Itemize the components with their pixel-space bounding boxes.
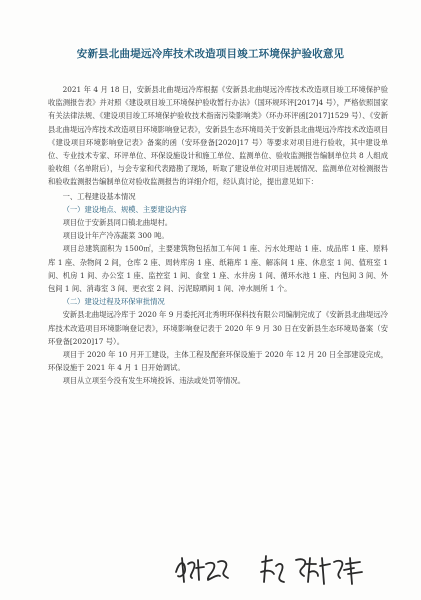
handwritten-signature-2 bbox=[258, 552, 368, 588]
signature-area bbox=[0, 548, 421, 596]
subsection-heading-approval: （二）建设过程及环保审批情况 bbox=[62, 297, 165, 307]
approval-paragraph: 安新县北曲堤远冷库于 2020 年 9 月委托河北秀明环保科技有限公司编制完成了《安新县北曲堤远冷库技术改造项目环境影响登记表》，环境影响登记表于 2020 年 9 月 30 日在安新县生态环境局备案（安环登备[2020]17 号）。 bbox=[48, 310, 388, 346]
section-heading-1: 一、工程建设基本情况 bbox=[62, 191, 136, 201]
buildings-paragraph: 项目总建筑面积为 1500㎡，主要建筑物包括加工车间 1 座、污水处理站 1 座、成品库 1 座、原料库 1 座、杂物间 2 间，仓库 2 座、周转库房 1 座、纸箱库 1 座、解冻间 1 座、休息室 1 间、值班室 1 间、机房 1 间、办公室 1 座、监控室 1 间、食堂 1 座、水井房 1 间、循环水池 1 座、内包间 3 间、外包间 1 间、消毒室 3 间、更衣室 2 间、污泥晾晒间 1 间、冲水厕所 1 个。 bbox=[48, 244, 388, 294]
subsection-heading-location: （一）建设地点、规模、主要建设内容 bbox=[62, 204, 187, 214]
complaints-paragraph: 项目从立项至今没有发生环境投诉、违法或处罚等情况。 bbox=[62, 376, 246, 386]
construction-paragraph: 项目于 2020 年 10 月开工建设，主体工程及配套环保设施于 2020 年 12 月 20 日全部建设完成，环保设施于 2021 年 4 月 1 日开始调试。 bbox=[48, 350, 388, 373]
document-title: 安新县北曲堤远冷库技术改造项目竣工环境保护验收意见 bbox=[76, 48, 345, 60]
document-body bbox=[48, 83, 388, 388]
capacity-paragraph: 项目设计年产冷冻蔬菜 300 吨。 bbox=[62, 231, 169, 241]
intro-paragraph: 2021 年 4 月 18 日，安新县北曲堤远冷库根据《安新县北曲堤远冷库技术改造项目竣工环境保护验收监测报告表》并对照《建设项目竣工环境保护验收暂行办法》（国环规环评[2017]4 号），严格依照国家有关法律法规、《建设项目竣工环境保护验收技术指南污染影响类》（环办环评函[2017]1529 号）、《安新县北曲堤远冷库技术改造项目环境影响登记表》，安新县生态环境局关于安新县北曲堤远冷库技术改造项目《建设项目环境影响登记表》备案的函（安环登备[2020]17 号）等要求对项目进行验收，其中建设单位、专业技术专家、环评单位、环保设施设计和施工单位、监测单位、验收监测报告编制单位共 8 人组成验收组（名单附后），与会专家和代表踏勘了现场，听取了建设单位对项目进展情况、监测单位对检测报告和验收监测报告编制单位对验收监测报告的详细介绍，经认真讨论，提出意见如下： bbox=[48, 85, 388, 187]
location-paragraph: 项目位于安新县同口镇北曲堤村。 bbox=[62, 218, 173, 228]
handwritten-signature-1 bbox=[172, 552, 234, 586]
